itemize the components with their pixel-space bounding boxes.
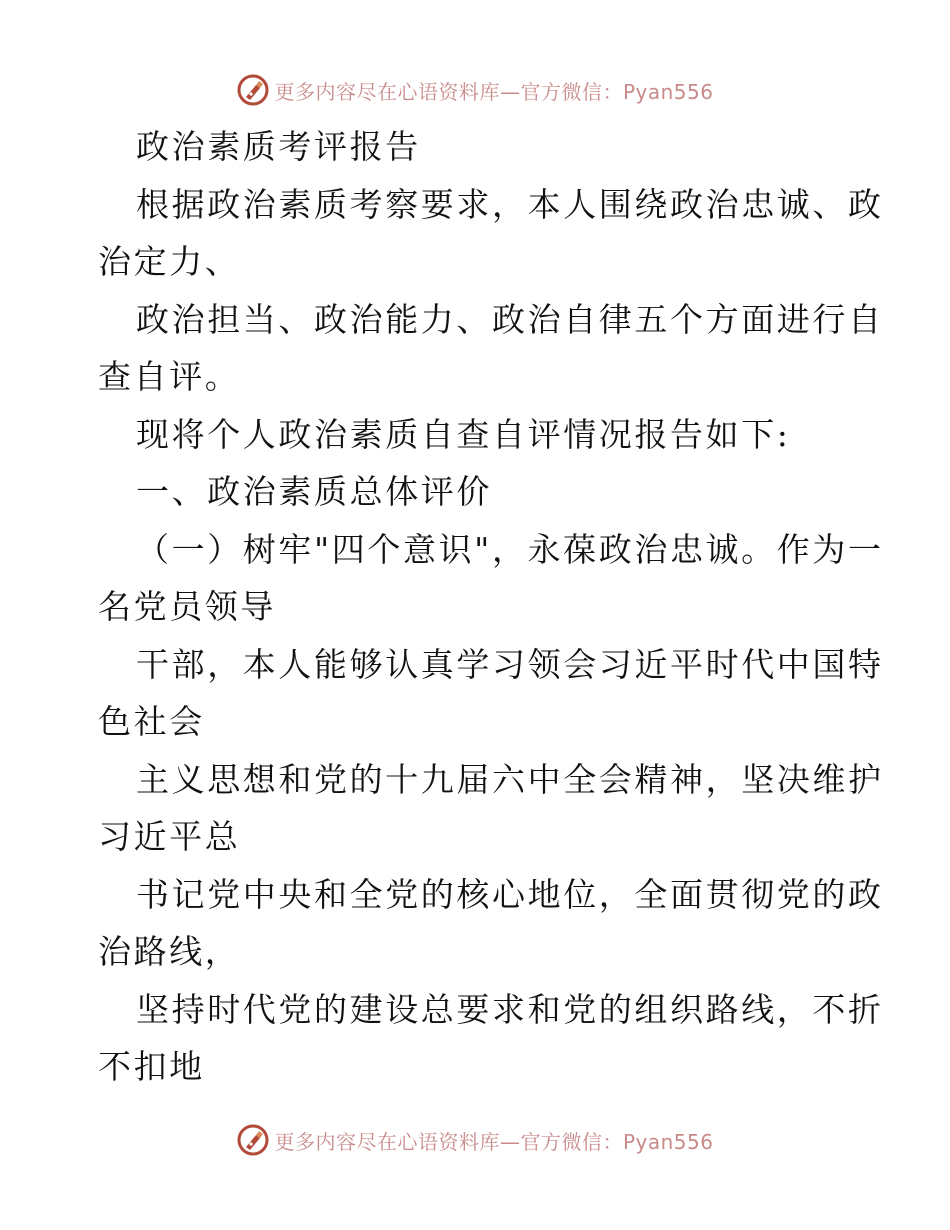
paragraph-line: 根据政治素质考察要求，本人围绕政治忠诚、政: [136, 184, 884, 224]
paragraph-line: 书记党中央和全党的核心地位，全面贯彻党的政: [136, 874, 884, 914]
document-body: [98, 118, 884, 1096]
paragraph-line: 坚持时代党的建设总要求和党的组织路线，不折: [136, 989, 884, 1029]
pen-nib-logo-icon: [236, 73, 270, 107]
paragraph-line: 不扣地: [98, 1047, 205, 1086]
watermark-group: [236, 73, 713, 107]
section-heading: 一、政治素质总体评价: [136, 472, 492, 511]
paragraph-line: 现将个人政治素质自查自评情况报告如下:: [136, 414, 791, 454]
document-title: 政治素质考评报告: [136, 127, 421, 166]
paragraph-line: 主义思想和党的十九届六中全会精神，坚决维护: [136, 759, 884, 799]
paragraph-line: 干部，本人能够认真学习领会习近平时代中国特: [136, 644, 884, 684]
header-watermark: [0, 70, 950, 110]
paragraph-line: 政治担当、政治能力、政治自律五个方面进行自: [136, 299, 884, 339]
pen-nib-logo-icon: [236, 1123, 270, 1157]
footer-watermark: [0, 1120, 950, 1160]
paragraph-line: 治路线，: [98, 932, 241, 971]
paragraph-line: （一）树牢"四个意识"，永葆政治忠诚。作为一: [136, 529, 884, 569]
paragraph-line: 查自评。: [98, 357, 241, 396]
paragraph-line: 习近平总: [98, 817, 241, 856]
watermark-text: 更多内容尽在心语资料库—官方微信：Pyan556: [274, 79, 714, 104]
paragraph-line: 色社会: [98, 702, 205, 741]
paragraph-line: 治定力、: [98, 242, 241, 281]
paragraph-line: 名党员领导: [98, 587, 276, 626]
watermark-group: [236, 1123, 713, 1157]
watermark-text: 更多内容尽在心语资料库—官方微信：Pyan556: [274, 1129, 714, 1154]
